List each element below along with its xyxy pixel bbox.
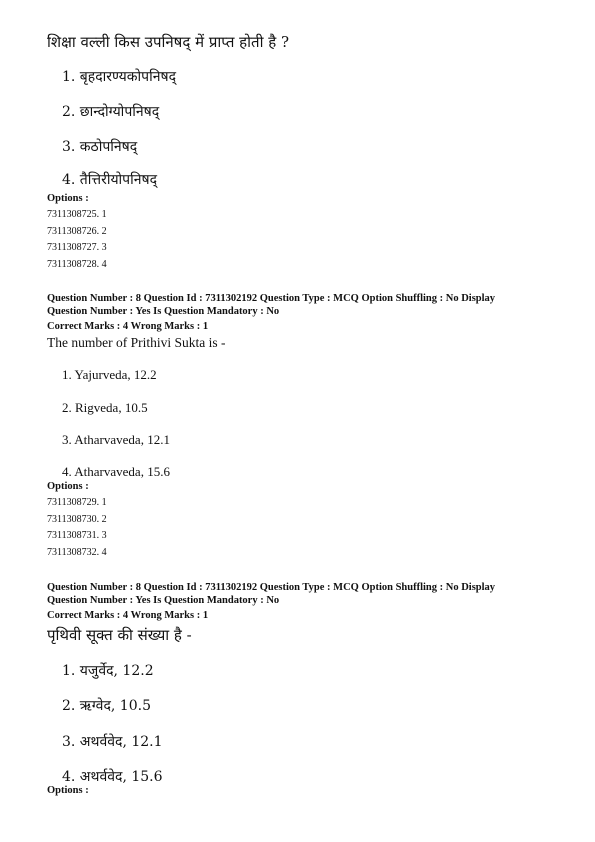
question-meta-line-1: Question Number : 8 Question Id : 7311302192 Question Type : MCQ Option Shuffling : No Display: [47, 293, 496, 304]
question-meta-line-2: Question Number : Yes Is Question Mandatory : No: [47, 595, 280, 606]
question-meta-line-3: Correct Marks : 4 Wrong Marks : 1: [47, 321, 209, 332]
question-text: The number of Prithivi Sukta is -: [47, 335, 226, 350]
option-2: 2. Rigveda, 10.5: [62, 400, 148, 415]
question-meta-line-1: Question Number : 8 Question Id : 7311302192 Question Type : MCQ Option Shuffling : No Display: [47, 582, 496, 593]
question-text: पृथिवी सूक्त की संख्या है -: [47, 626, 192, 644]
question-meta-line-3: Correct Marks : 4 Wrong Marks : 1: [47, 610, 209, 621]
option-id-3: 7311308727. 3: [47, 242, 107, 253]
option-id-3: 7311308731. 3: [47, 530, 107, 541]
option-1: 1. यजुर्वेद, 12.2: [62, 663, 154, 679]
option-4: 4. Atharvaveda, 15.6: [62, 464, 170, 479]
option-id-4: 7311308732. 4: [47, 547, 107, 558]
option-1: 1. Yajurveda, 12.2: [62, 367, 157, 382]
options-label: Options :: [47, 785, 89, 796]
options-label: Options :: [47, 193, 89, 204]
question-meta-line-2: Question Number : Yes Is Question Mandatory : No: [47, 306, 280, 317]
option-3: 3. अथर्ववेद, 12.1: [62, 734, 163, 750]
question-text: शिक्षा वल्ली किस उपनिषद् में प्राप्त होती है ?: [47, 33, 290, 51]
option-id-2: 7311308726. 2: [47, 226, 107, 237]
option-id-2: 7311308730. 2: [47, 514, 107, 525]
option-2: 2. छान्दोग्योपनिषद्: [62, 104, 160, 120]
option-1: 1. बृहदारण्यकोपनिषद्: [62, 69, 177, 85]
option-3: 3. Atharvaveda, 12.1: [62, 432, 170, 447]
option-3: 3. कठोपनिषद्: [62, 139, 138, 155]
option-id-4: 7311308728. 4: [47, 259, 107, 270]
option-4: 4. तैत्तिरीयोपनिषद्: [62, 172, 158, 188]
option-2: 2. ऋग्वेद, 10.5: [62, 698, 151, 714]
option-4: 4. अथर्ववेद, 15.6: [62, 769, 163, 785]
option-id-1: 7311308725. 1: [47, 209, 107, 220]
options-label: Options :: [47, 481, 89, 492]
option-id-1: 7311308729. 1: [47, 497, 107, 508]
